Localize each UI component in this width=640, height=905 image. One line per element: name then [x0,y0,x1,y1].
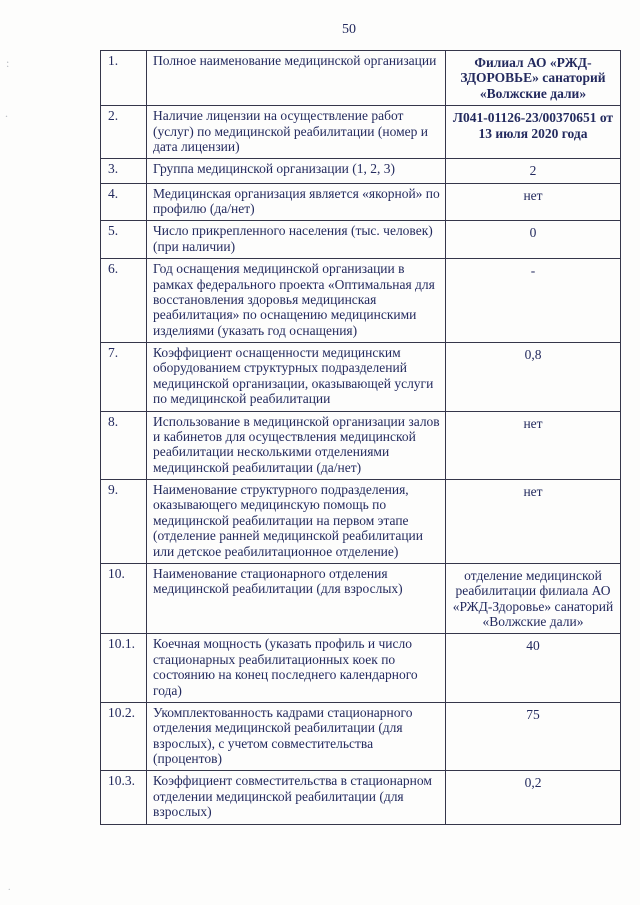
scan-artifact: : [6,56,10,70]
row-label: Год оснащения медицинской организации в рамках федерального проекта «Оптимальная для восстановления здоровья медицинская реабилитация» по оснащению медицинскими изделиями (указать год оснащения) [147,259,446,343]
row-number: 9. [101,480,147,564]
table-row [101,343,621,412]
row-number: 10.2. [101,702,147,771]
row-label: Наименование структурного подразделения, оказывающего медицинскую помощь по медицинской реабилитации на первом этапе (отделение ранней медицинской реабилитации или детское реабилитационное отделение) [147,480,446,564]
row-label: Укомплектованность кадрами стационарного отделения медицинской реабилитации (для взрослых), с учетом совместительства (процентов) [147,702,446,771]
table-row [101,183,621,221]
row-value: Л041-01126-23/00370651 от 13 июля 2020 года [446,106,621,159]
row-value: нет [446,480,621,564]
row-value: 40 [446,634,621,703]
row-number: 10.3. [101,771,147,824]
row-label: Наличие лицензии на осуществление работ (услуг) по медицинской реабилитации (номер и дата лицензии) [147,106,446,159]
medical-organization-table [100,50,621,825]
table-row [101,771,621,824]
row-value: - [446,259,621,343]
row-label: Полное наименование медицинской организации [147,51,446,106]
row-value: 0,8 [446,343,621,412]
row-number: 10. [101,563,147,634]
row-number: 5. [101,221,147,259]
row-value: 75 [446,702,621,771]
page-number: 50 [342,22,356,37]
table-row [101,480,621,564]
table-row [101,634,621,703]
row-number: 10.1. [101,634,147,703]
table-row [101,159,621,183]
scan-artifact: . [8,882,11,893]
row-number: 8. [101,411,147,480]
row-value: нет [446,183,621,221]
row-number: 7. [101,343,147,412]
row-number: 4. [101,183,147,221]
row-number: 2. [101,106,147,159]
table-row [101,702,621,771]
row-number: 3. [101,159,147,183]
table-row [101,106,621,159]
table-row [101,563,621,634]
row-label: Группа медицинской организации (1, 2, 3) [147,159,446,183]
row-label: Коечная мощность (указать профиль и число стационарных реабилитационных коек по состоянию на конец последнего календарного года) [147,634,446,703]
table-row [101,221,621,259]
row-label: Коэффициент совместительства в стационарном отделении медицинской реабилитации (для взрослых) [147,771,446,824]
row-value: 2 [446,159,621,183]
row-value: нет [446,411,621,480]
row-value: 0,2 [446,771,621,824]
table-body [101,51,621,825]
table-row [101,411,621,480]
row-number: 1. [101,51,147,106]
row-label: Использование в медицинской организации залов и кабинетов для осуществления медицинской реабилитации несколькими отделениями медицинской реабилитации (да/нет) [147,411,446,480]
row-label: Медицинская организация является «якорной» по профилю (да/нет) [147,183,446,221]
row-number: 6. [101,259,147,343]
scan-artifact: . [5,106,8,120]
row-label: Наименование стационарного отделения медицинской реабилитации (для взрослых) [147,563,446,634]
row-value: Филиал АО «РЖД-ЗДОРОВЬЕ» санаторий «Волжские дали» [446,51,621,106]
table-row [101,259,621,343]
table-row [101,51,621,106]
row-value: отделение медицинской реабилитации филиала АО «РЖД-Здоровье» санаторий «Волжские дали» [446,563,621,634]
row-label: Число прикрепленного населения (тыс. человек) (при наличии) [147,221,446,259]
row-label: Коэффициент оснащенности медицинским оборудованием структурных подразделений медицинской организации, оказывающей услуги по медицинской реабилитации [147,343,446,412]
row-value: 0 [446,221,621,259]
